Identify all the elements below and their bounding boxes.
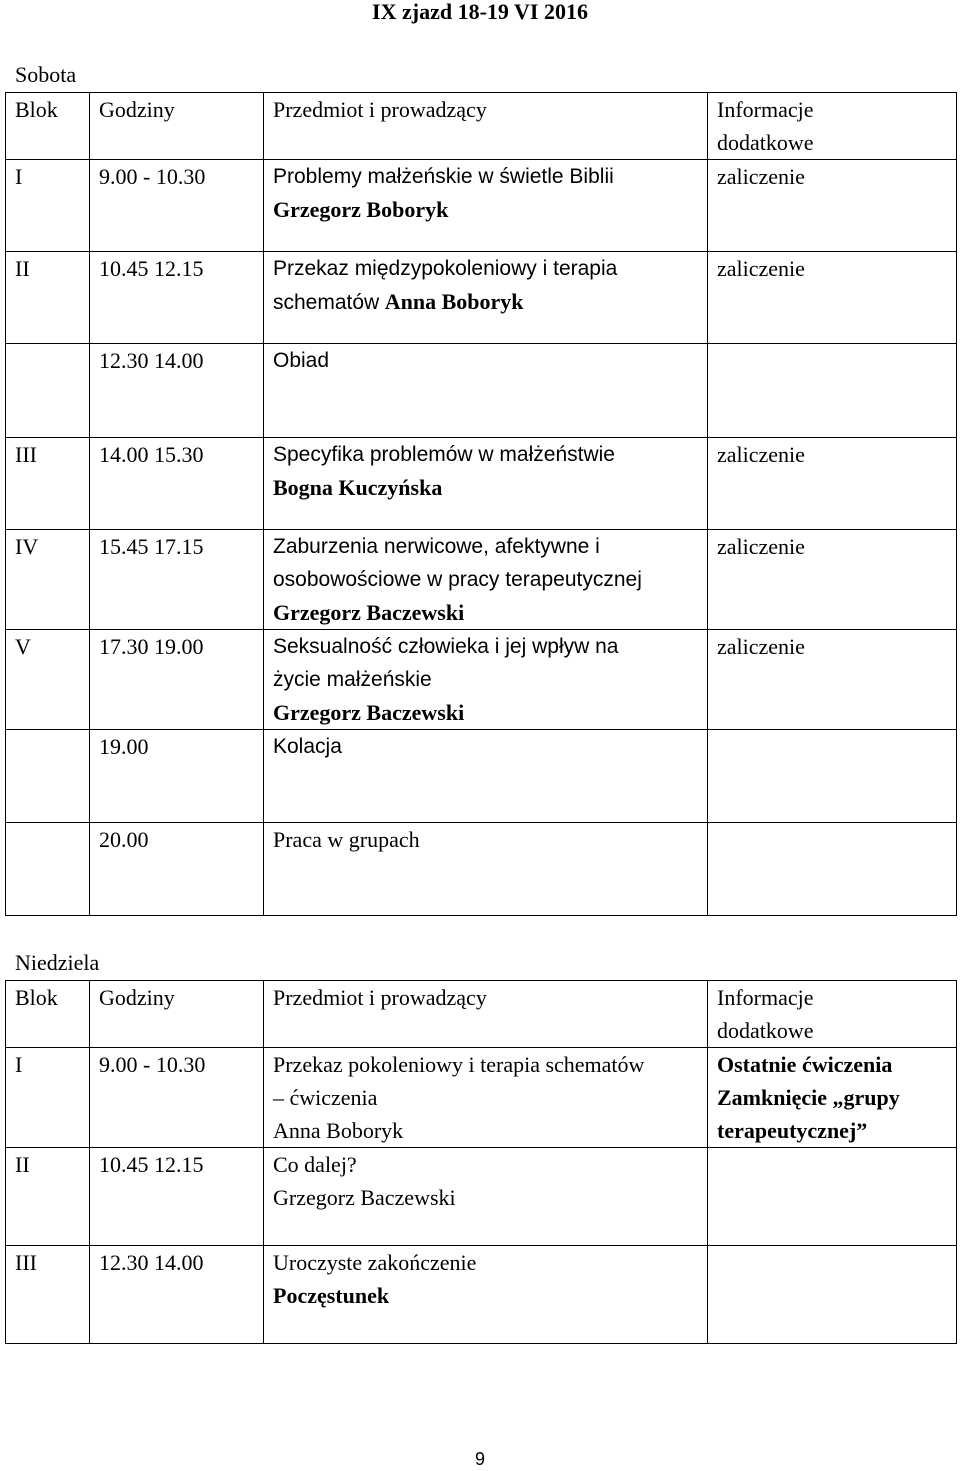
table-header-row [6,981,957,1048]
table-row [6,823,957,916]
cell-godziny: 10.45 12.15 [90,252,264,344]
cell-blok: V [6,630,90,730]
subject-line-cont: życie małżeńskie [273,668,432,691]
header-blok: Blok [6,93,90,160]
lecturer-name: Bogna Kuczyńska [273,475,443,500]
cell-godziny: 12.30 14.00 [90,1246,264,1344]
header-info-line2: dodatkowe [717,130,814,155]
cell-info [708,1148,957,1246]
cell-godziny: 17.30 19.00 [90,630,264,730]
subject-line: Przekaz międzypokoleniowy i terapia [273,257,618,280]
table-row [6,1246,957,1344]
cell-info [708,344,957,438]
lecturer-name: Anna Boboryk [384,289,524,314]
cell-blok [6,823,90,916]
table-row [6,438,957,530]
cell-przedmiot [264,1246,708,1344]
cell-blok: IV [6,530,90,630]
subject-line: Seksualność człowieka i jej wpływ na [273,635,619,658]
cell-przedmiot [264,1048,708,1148]
cell-blok: I [6,160,90,252]
day-label-saturday: Sobota [15,62,77,87]
lecturer-name: Grzegorz Boboryk [273,197,449,222]
lecturer-name: Grzegorz Baczewski [273,700,465,725]
table-row [6,630,957,730]
cell-godziny: 10.45 12.15 [90,1148,264,1246]
header-przedmiot: Przedmiot i prowadzący [264,981,708,1048]
document-title: IX zjazd 18-19 VI 2016 [372,0,588,24]
subject-line: Zaburzenia nerwicowe, afektywne i [273,535,600,558]
cell-blok: I [6,1048,90,1148]
cell-info: zaliczenie [708,252,957,344]
lecturer-name: Grzegorz Baczewski [273,1185,456,1210]
subject-line: Obiad [273,349,330,372]
subject-line: Co dalej? [273,1152,357,1177]
subject-line: Problemy małżeńskie w świetle Biblii [273,165,614,188]
cell-info: zaliczenie [708,630,957,730]
cell-blok [6,730,90,823]
table-row [6,1048,957,1148]
subject-line-cont: osobowościowe w pracy terapeutycznej [273,568,642,591]
cell-info: zaliczenie [708,438,957,530]
cell-godziny: 12.30 14.00 [90,344,264,438]
cell-info [708,823,957,916]
day-label-sunday: Niedziela [15,950,100,975]
subject-line: Specyfika problemów w małżeństwie [273,443,615,466]
subject-line-cont: Poczęstunek [273,1283,390,1308]
header-info-line2: dodatkowe [717,1018,814,1043]
table-row [6,252,957,344]
cell-info [708,730,957,823]
cell-przedmiot [264,344,708,438]
cell-blok: III [6,1246,90,1344]
cell-przedmiot [264,160,708,252]
header-blok: Blok [6,981,90,1048]
table-row [6,344,957,438]
cell-przedmiot [264,530,708,630]
header-informacje [708,981,957,1048]
cell-przedmiot [264,252,708,344]
cell-godziny: 19.00 [90,730,264,823]
cell-blok: III [6,438,90,530]
page-number: 9 [474,1449,485,1469]
subject-line: Uroczyste zakończenie [273,1250,477,1275]
schedule-table-saturday [5,92,957,916]
table-row [6,730,957,823]
cell-godziny: 14.00 15.30 [90,438,264,530]
cell-przedmiot [264,730,708,823]
header-info-line1: Informacje [717,985,814,1010]
table-row [6,530,957,630]
header-informacje [708,93,957,160]
cell-info [708,1246,957,1344]
table-row [6,1148,957,1246]
table-header-row [6,93,957,160]
cell-info [708,1048,957,1148]
cell-godziny: 9.00 - 10.30 [90,1048,264,1148]
subject-line: Przekaz pokoleniowy i terapia schematów [273,1052,645,1077]
cell-godziny: 20.00 [90,823,264,916]
header-info-line1: Informacje [717,97,814,122]
cell-info: zaliczenie [708,530,957,630]
cell-blok: II [6,1148,90,1246]
table-row [6,160,957,252]
cell-godziny: 15.45 17.15 [90,530,264,630]
cell-info: zaliczenie [708,160,957,252]
info-line: Zamknięcie „grupy [717,1085,900,1110]
schedule-table-sunday [5,980,957,1344]
cell-przedmiot [264,630,708,730]
subject-line-cont: – ćwiczenia [273,1085,378,1110]
cell-przedmiot [264,1148,708,1246]
lecturer-name: Grzegorz Baczewski [273,600,465,625]
cell-przedmiot [264,438,708,530]
header-przedmiot: Przedmiot i prowadzący [264,93,708,160]
cell-blok [6,344,90,438]
header-godziny: Godziny [90,93,264,160]
cell-przedmiot [264,823,708,916]
info-line: terapeutycznej” [717,1118,868,1143]
cell-godziny: 9.00 - 10.30 [90,160,264,252]
subject-line-cont: schematów [273,291,380,314]
subject-line: Praca w grupach [273,827,420,852]
info-line: Ostatnie ćwiczenia [717,1052,893,1077]
cell-blok: II [6,252,90,344]
header-godziny: Godziny [90,981,264,1048]
subject-line: Kolacja [273,735,342,758]
lecturer-name: Anna Boboryk [273,1118,404,1143]
